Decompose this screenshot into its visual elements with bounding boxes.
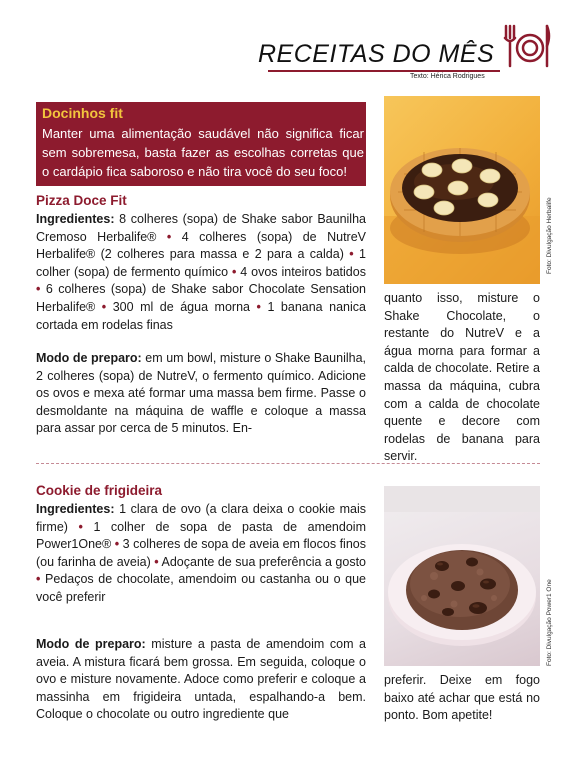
ingredient-item: 1 colher (sopa) de fermento químico (36, 247, 366, 279)
recipe-1-preparation-continued: quanto isso, misture o Shake Chocolate, o restante do NutreV e a água morna para formar a calda de chocolate. Retire a massa da máquina, cubra com a calda de chocolate quente e decore com rodelas de banana para servir. (384, 291, 540, 464)
recipe-2-title: Cookie de frigideira (36, 483, 163, 498)
intro-title: Docinhos fit (42, 105, 123, 121)
author-credit: Texto: Hérica Rodrigues (410, 73, 485, 80)
ingredient-item: 4 ovos inteiros batidos (240, 264, 366, 279)
recipe-2-ingredients (36, 501, 366, 607)
ingredient-item: 8 colheres (sopa) de Shake sabor Baunilha Cremoso Herbalife® (36, 212, 366, 244)
bullet-icon: • (166, 229, 172, 244)
preparation-label: Modo de preparo: (36, 351, 142, 365)
preparation-text: misture a pasta de amendoim com a aveia. A mistura ficará bem grossa. Em seguida, coloque o ovo e misture novamente. Adoce como preferir e coloque a massinha em frigideira untada, espalhando-a bem. Coloque o chocolate ou outro ingrediente que (36, 637, 366, 722)
bullet-icon: • (78, 519, 83, 534)
recipe-1-ingredients (36, 211, 366, 334)
bullet-icon: • (154, 554, 159, 569)
ingredient-item: 3 colheres de sopa de aveia em flocos finos (ou farinha de aveia) (36, 537, 366, 569)
waffle-pizza-photo (384, 96, 540, 284)
ingredient-item: 4 colheres (sopa) de NutreV Herbalife® (2 colheres para massa e 2 para a calda) (36, 229, 366, 262)
title-underline (268, 70, 500, 72)
bullet-icon: • (101, 299, 107, 314)
ingredient-item: 300 ml de água morna (112, 299, 250, 314)
photo-credit-2: Foto: Divulgação Power1 One (546, 579, 553, 666)
bullet-icon: • (36, 572, 41, 587)
intro-text: Manter uma alimentação saudável não significa ficar sem sobremesa, basta fazer as escolhas corretas que o cardápio fica saboroso e não tira você do seu foco! (42, 126, 364, 179)
preparation-label: Modo de preparo: (36, 637, 146, 651)
section-divider (36, 463, 540, 464)
skillet-cookie-image (384, 486, 540, 666)
ingredient-item: Pedaços de chocolate, amendoim ou castanha ou o que você preferir (36, 572, 366, 604)
bullet-icon: • (232, 264, 237, 279)
ingredient-item: 6 colheres (sopa) de Shake sabor Chocolate Sensation Herbalife® (36, 282, 366, 314)
ingredient-item: 1 banana nanica cortada em rodelas finas (36, 299, 366, 332)
recipe-2-preparation (36, 636, 366, 724)
skillet-cookie-photo (384, 486, 540, 666)
recipe-1-preparation (36, 350, 366, 438)
recipe-2-preparation-continued: preferir. Deixe em fogo baixo até achar que está no ponto. Bom apetite! (384, 673, 540, 723)
ingredients-label: Ingredientes: (36, 212, 115, 226)
intro-box (36, 102, 366, 186)
ingredient-item: 1 clara de ovo (a clara deixa o cookie mais firme) (36, 502, 366, 534)
photo-credit-1: Foto: Divulgação Herbalife (546, 197, 553, 274)
waffle-pizza-image (384, 96, 540, 284)
bullet-icon: • (36, 282, 41, 297)
ingredient-item: 1 colher de sopa de pasta de amendoim Power1One® (36, 519, 366, 552)
ingredients-label: Ingredientes: (36, 502, 115, 516)
recipe-1-title: Pizza Doce Fit (36, 193, 127, 208)
preparation-text: em um bowl, misture o Shake Baunilha, 2 colheres (sopa) de NutreV, o fermento químico. Adicione os ovos e mexa até formar uma massa bem firme. Passe o desmoldante na máquina de waffle e coloque a massa para assar por cerca de 5 minutos. En- (36, 351, 366, 436)
ingredient-item: Adoçante de sua preferência a gosto (161, 554, 366, 569)
bullet-icon: • (349, 247, 354, 262)
page-title: RECEITAS DO MÊS (258, 40, 495, 68)
bullet-icon: • (114, 537, 120, 552)
bullet-icon: • (256, 299, 261, 314)
plate-cutlery-icon (500, 22, 552, 70)
